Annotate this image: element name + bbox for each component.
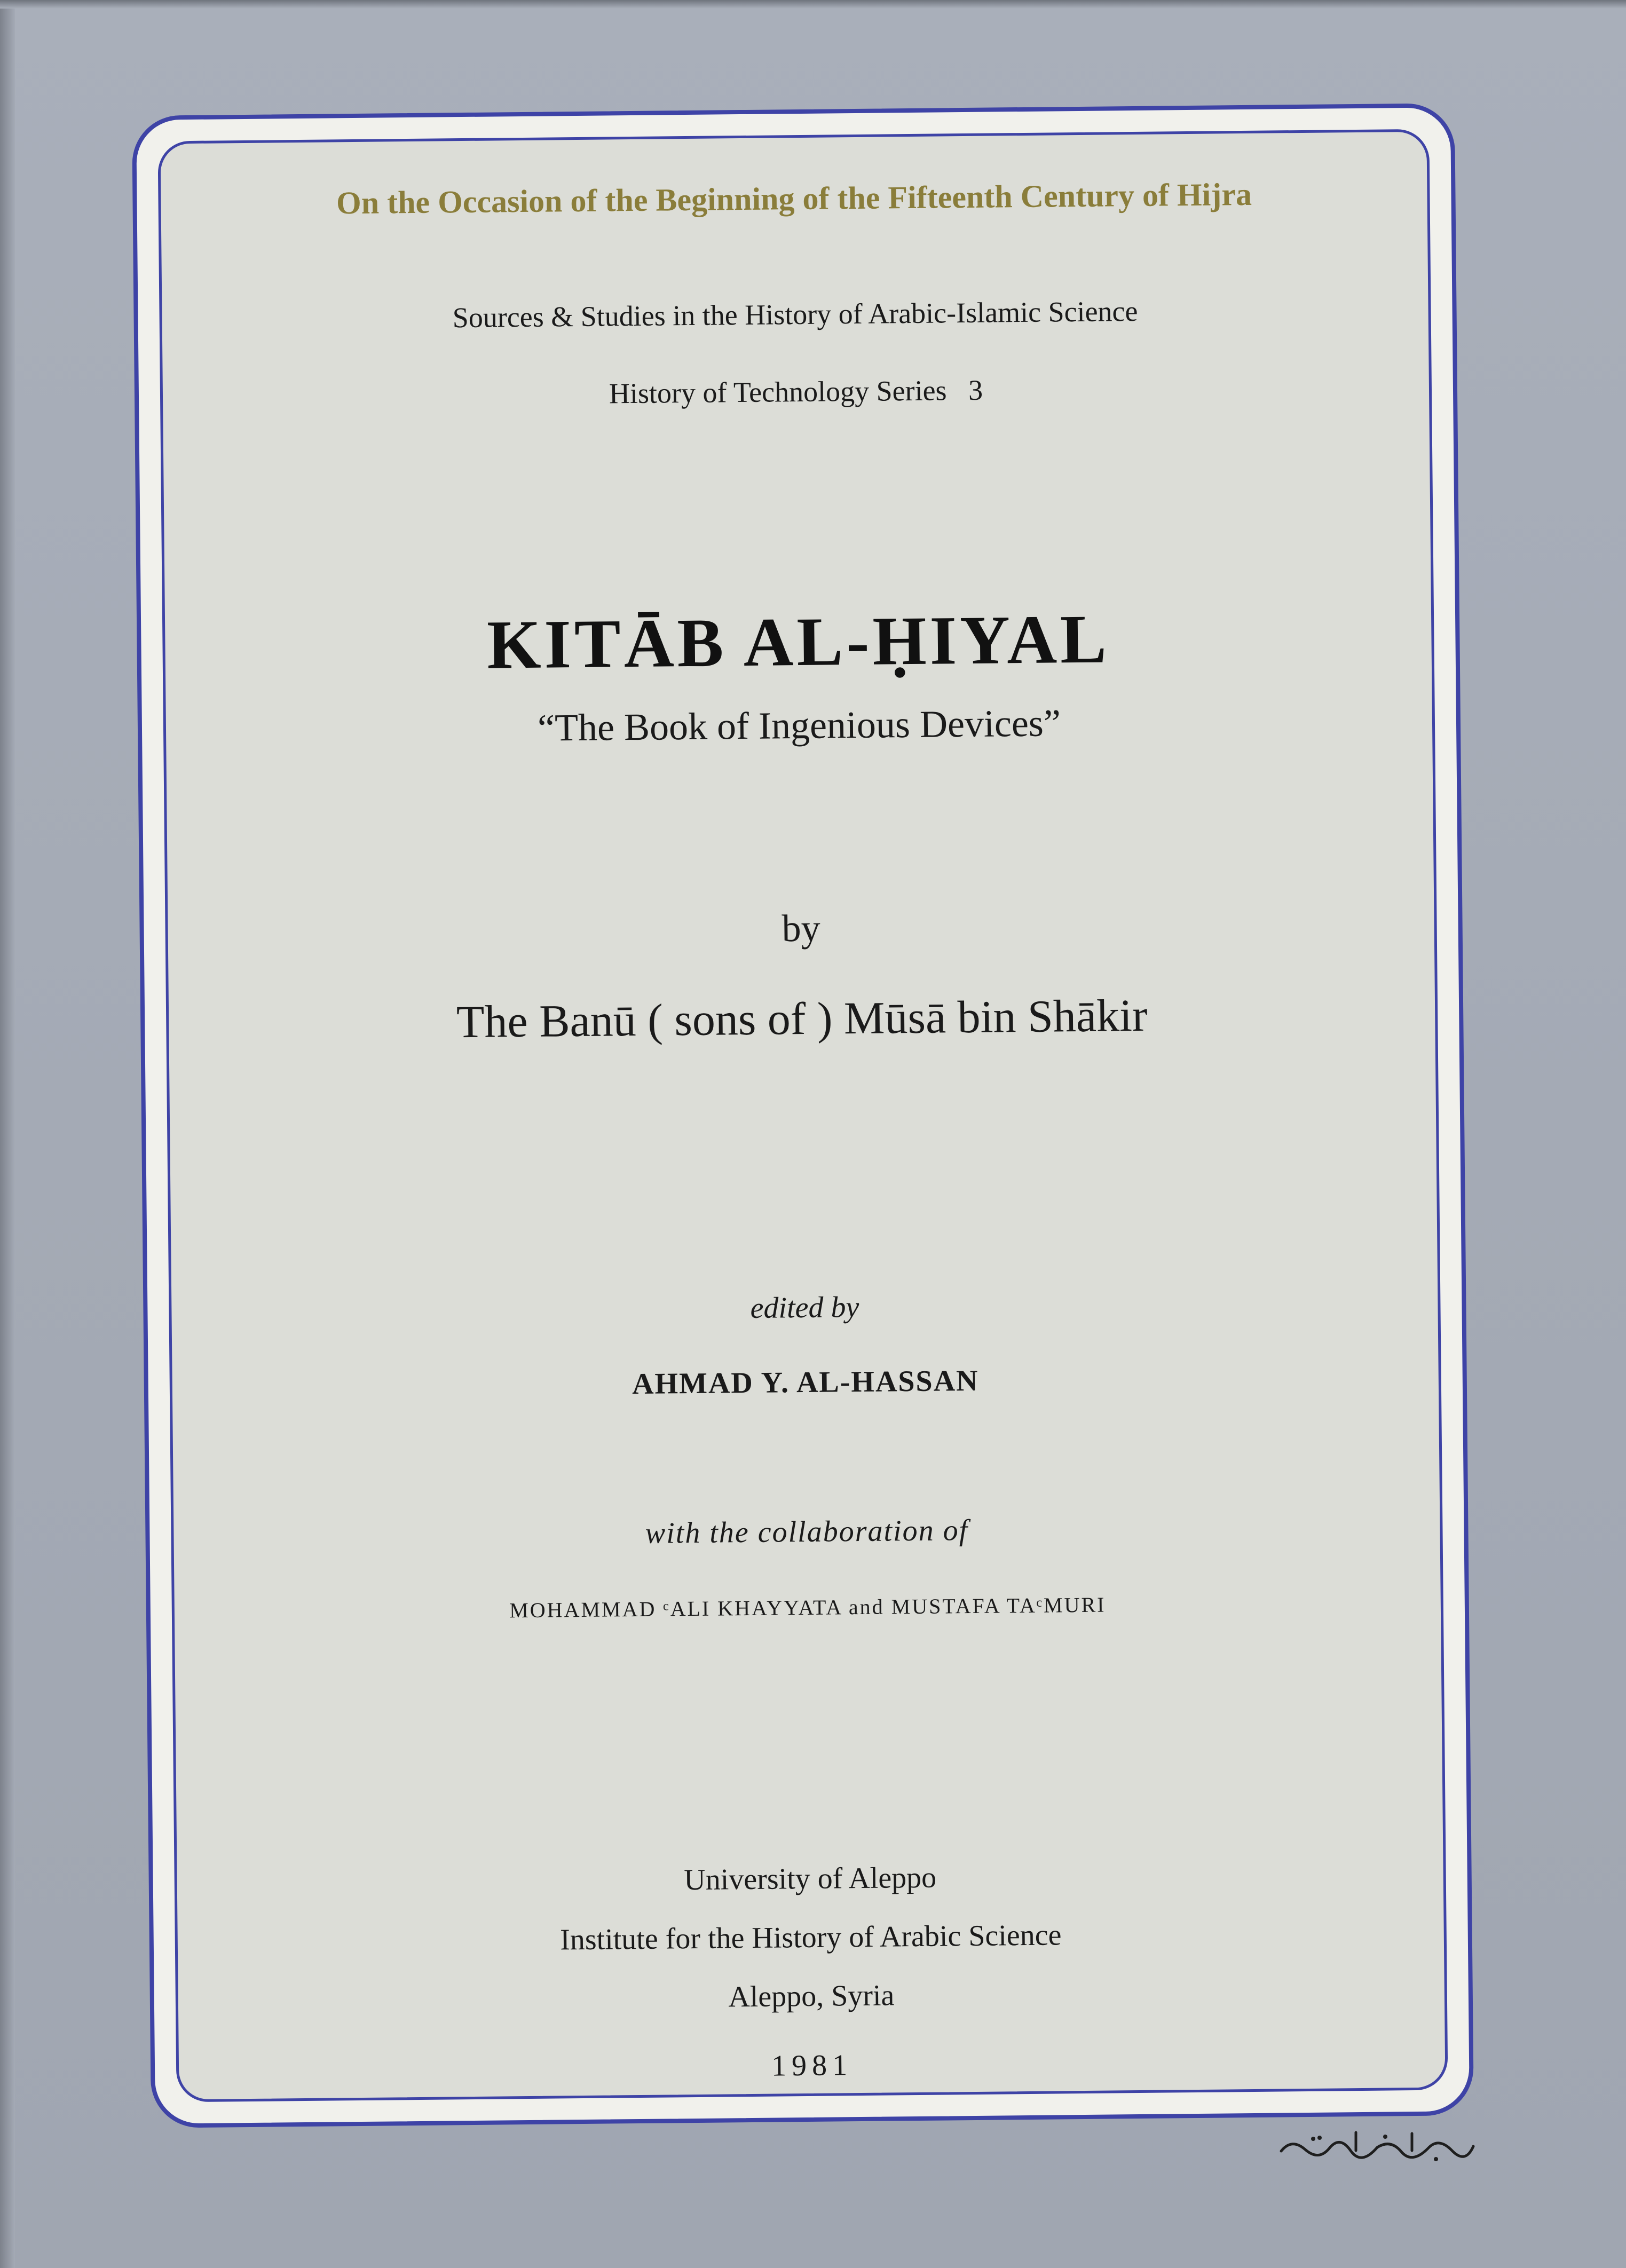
book-subtitle: “The Book of Ingenious Devices”: [537, 701, 1061, 749]
top-edge-shadow: [0, 0, 1626, 9]
collaboration-label: with the collaboration of: [645, 1514, 969, 1550]
publisher-location: Aleppo, Syria: [728, 1979, 895, 2014]
collaborators-line: MOHAMMAD ᶜALI KHAYYATA and MUSTAFA TAᶜMURI: [509, 1592, 1106, 1623]
series-number-line: History of Technology Series 3: [609, 374, 983, 410]
edited-by-label: edited by: [750, 1291, 859, 1325]
by-label: by: [782, 906, 821, 950]
publisher-institute: Institute for the History of Arabic Science: [559, 1918, 1062, 1957]
publisher-university: University of Aleppo: [684, 1861, 937, 1897]
series-line: Sources & Studies in the History of Arabic-Islamic Science: [452, 295, 1138, 334]
occasion-line: On the Occasion of the Beginning of the Fifteenth Century of Hijra: [336, 176, 1252, 221]
authors-line: The Banū ( sons of ) Mūsā bin Shākir: [456, 989, 1148, 1048]
book-title: KITĀB AL-ḤIYAL: [486, 600, 1110, 684]
spine-shadow: [0, 0, 15, 2268]
publication-year: 1981: [771, 2049, 853, 2083]
title-frame-outer: [132, 103, 1474, 2128]
editor-name: AHMAD Y. AL-HASSAN: [632, 1364, 979, 1401]
title-frame-inner: [157, 129, 1448, 2103]
printer-mark-handwriting: [1276, 2127, 1479, 2164]
